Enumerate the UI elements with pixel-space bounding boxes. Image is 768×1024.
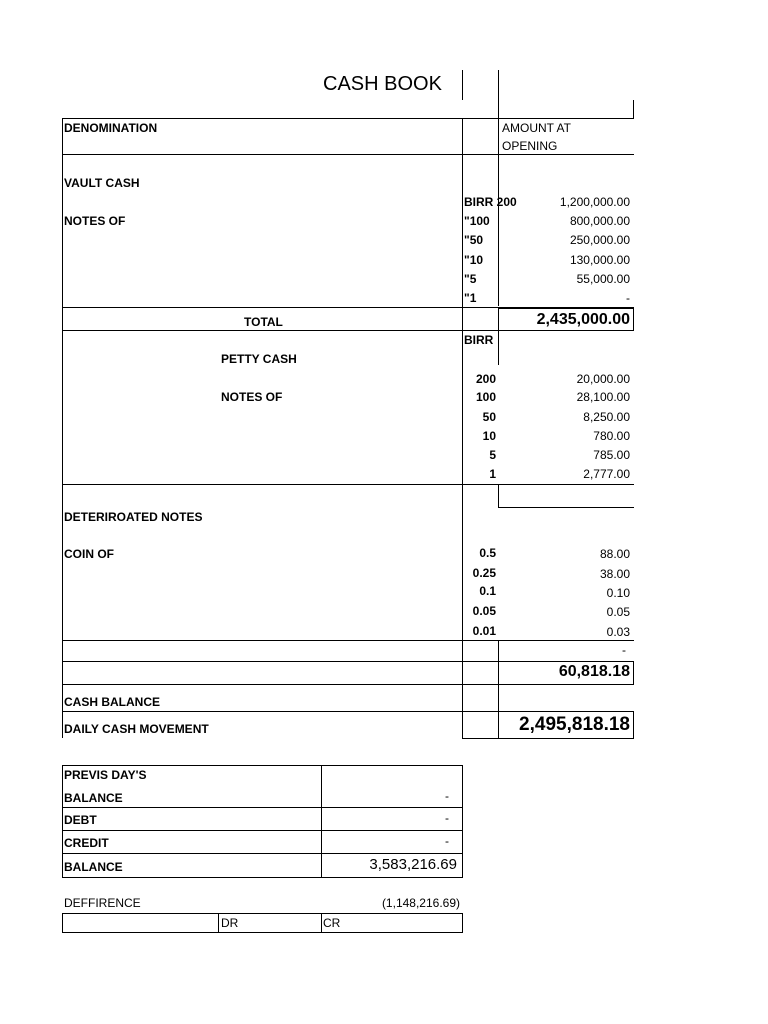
table-left-border (62, 118, 63, 738)
table-rule (498, 507, 634, 508)
difference-value: (1,148,216.69) (381, 896, 460, 910)
summary-rule (62, 830, 463, 831)
daily-cash-movement-value: 2,495,818.18 (519, 714, 630, 735)
table-rule (62, 154, 634, 155)
vault-denom: "50 (464, 233, 484, 247)
table-rule (62, 118, 634, 119)
cash-balance-label: CASH BALANCE (64, 695, 160, 709)
summary-rule (62, 853, 463, 854)
petty-amount: 780.00 (593, 429, 630, 443)
deteriorated-notes-label: DETERIROATED NOTES (64, 510, 203, 524)
coin-amount: 0.05 (606, 605, 630, 619)
table-column-divider (498, 118, 499, 306)
amount-header: OPENING (502, 139, 558, 153)
petty-denom: 5 (489, 448, 496, 462)
petty-amount: 28,100.00 (576, 390, 630, 404)
vault-amount: - (626, 291, 630, 305)
table-rule (62, 711, 634, 712)
vault-cash-label: VAULT CASH (64, 176, 140, 190)
coin-denom: 0.5 (479, 546, 496, 560)
coin-amount: 0.03 (606, 625, 630, 639)
amount-header: AMOUNT AT (502, 121, 571, 135)
table-column-divider (462, 118, 463, 738)
table-rule (62, 684, 634, 685)
table-rule (62, 484, 634, 485)
petty-notes-of-label: NOTES OF (221, 390, 283, 404)
vault-amount: 1,200,000.00 (559, 195, 630, 209)
petty-denom: 200 (475, 372, 496, 386)
vault-denom: "5 (464, 272, 477, 286)
vault-amount: 130,000.00 (569, 253, 630, 267)
total-label: TOTAL (244, 315, 283, 329)
page-title: CASH BOOK (323, 73, 442, 95)
debt-value: - (445, 811, 449, 825)
coin-dash: - (622, 643, 626, 657)
summary-column-divider (321, 765, 322, 878)
table-right-border (633, 661, 634, 684)
difference-label: DEFFIRENCE (64, 896, 141, 910)
debt-label: DEBT (64, 813, 97, 827)
coin-denom: 0.05 (472, 604, 496, 618)
table-rule (62, 330, 498, 331)
petty-amount: 8,250.00 (583, 410, 630, 424)
total-value: 2,435,000.00 (536, 311, 630, 328)
title-divider (462, 70, 463, 100)
credit-value: - (445, 834, 449, 848)
table-column-divider (498, 330, 499, 365)
petty-amount: 785.00 (593, 448, 630, 462)
balance-label: BALANCE (64, 860, 123, 874)
coin-denom: 0.01 (472, 624, 496, 638)
dr-cr-divider (218, 913, 219, 933)
cr-label: CR (323, 916, 341, 930)
previous-day-label: BALANCE (64, 791, 123, 805)
subtotal-value: 60,818.18 (558, 663, 630, 680)
vault-amount: 800,000.00 (569, 214, 630, 228)
petty-denom: 10 (482, 429, 496, 443)
coin-denom: 0.1 (479, 584, 496, 598)
dr-cr-row (62, 913, 463, 933)
petty-amount: 20,000.00 (576, 372, 630, 386)
balance-value: 3,583,216.69 (369, 856, 457, 873)
vault-denom: "10 (464, 253, 484, 267)
table-column-divider (498, 640, 499, 738)
coin-amount: 0.10 (606, 586, 630, 600)
vault-denom: "100 (464, 214, 490, 228)
vault-amount: 250,000.00 (569, 233, 630, 247)
credit-label: CREDIT (64, 836, 109, 850)
title-divider (498, 70, 499, 118)
previous-day-value: - (445, 789, 449, 803)
vault-amount: 55,000.00 (576, 272, 630, 286)
vault-denom: BIRR 200 (464, 195, 517, 209)
coin-denom: 0.25 (472, 566, 496, 580)
table-right-border (633, 711, 634, 738)
denomination-header: DENOMINATION (64, 121, 158, 135)
title-divider (633, 100, 634, 118)
dr-label: DR (221, 916, 239, 930)
petty-birr-label: BIRR (464, 333, 494, 347)
vault-notes-of-label: NOTES OF (64, 214, 126, 228)
coin-amount: 38.00 (599, 567, 630, 581)
vault-denom: "1 (464, 291, 477, 305)
table-column-divider (498, 484, 499, 508)
coin-amount: 88.00 (599, 547, 630, 561)
daily-cash-movement-label: DAILY CASH MOVEMENT (64, 722, 209, 736)
table-rule (62, 661, 634, 662)
petty-amount: 2,777.00 (583, 467, 630, 481)
petty-cash-label: PETTY CASH (221, 352, 297, 366)
previous-day-label: PREVIS DAY'S (64, 768, 147, 782)
table-rule (462, 738, 634, 739)
dr-cr-divider (321, 913, 322, 933)
summary-rule (62, 807, 463, 808)
petty-denom: 100 (475, 390, 496, 404)
coin-of-label: COIN OF (64, 547, 114, 561)
table-rule (62, 640, 634, 641)
petty-denom: 1 (489, 467, 496, 481)
petty-denom: 50 (482, 410, 496, 424)
